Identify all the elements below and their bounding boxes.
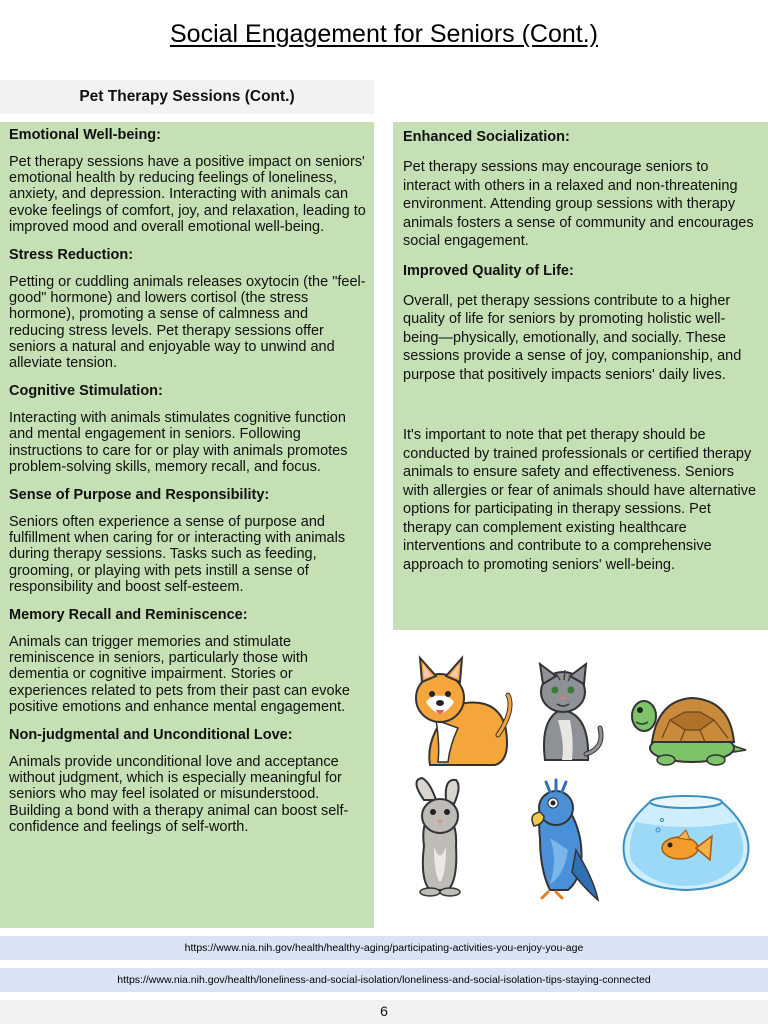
turtle-icon	[632, 698, 746, 765]
section-text-quality-of-life: Overall, pet therapy sessions contribute to a higher quality of life for seniors by promoting holistic well-being—physically, emotionally, and socially. These sessions provide a sense of joy, companionship, and purpose that positively impacts seniors' daily lives.	[403, 292, 742, 383]
left-content-panel	[0, 122, 374, 928]
section-heading-stress-reduction: Stress Reduction:	[9, 247, 134, 264]
right-content-panel	[393, 122, 768, 630]
section-text-sense-of-purpose: Seniors often experience a sense of purpose and fulfillment when caring for or interacting with animals during therapy sessions. Tasks such as feeding, grooming, or playing with pets instill a sense of responsibility and boost self-esteem.	[9, 514, 346, 595]
section-heading-cognitive-stimulation: Cognitive Stimulation:	[9, 383, 163, 400]
section-text-memory-recall: Animals can trigger memories and stimulate reminiscence in seniors, particularly those with dementia or cognitive impairment. Stories or experiences related to pets from their past can evoke positive emotions and enhance mental engagement.	[9, 634, 350, 715]
page-title: Social Engagement for Seniors (Cont.)	[170, 20, 598, 48]
reference-link-loneliness[interactable]: https://www.nia.nih.gov/health/loneliness-and-social-isolation/loneliness-and-social-isolation-tips-staying-connected	[0, 968, 768, 992]
section-text-stress-reduction: Petting or cuddling animals releases oxytocin (the "feel-good" hormone) and lowers cortisol (the stress hormone), promoting a sense of calmness and reducing stress levels. Pet therapy sessions offer seniors a natural and enjoyable way to unwind and alleviate tension.	[9, 274, 366, 372]
section-heading-sense-of-purpose: Sense of Purpose and Responsibility:	[9, 487, 270, 504]
closing-note: It's important to note that pet therapy should be conducted by trained professionals or certified therapy animals to ensure safety and effectiveness. Seniors with allergies or fear of animals should have alternative options for participating in therapy sessions. Pet therapy can complement existing healthcare interventions and contribute to a comprehensive approach to promoting seniors' well-being.	[403, 427, 757, 573]
reference-link-activities[interactable]: https://www.nia.nih.gov/health/healthy-aging/participating-activities-you-enjoy-you-age	[0, 936, 768, 960]
section-heading-emotional-well-being: Emotional Well-being:	[9, 127, 161, 143]
page-number: 6	[0, 1000, 768, 1024]
section-text-unconditional-love: Animals provide unconditional love and acceptance without judgment, which is especially meaningful for seniors who may feel isolated or misunderstood. Building a bond with a therapy animal can boost self-confidence and feelings of self-worth.	[9, 754, 349, 835]
goldfish-bowl-icon	[624, 796, 749, 890]
section-heading-unconditional-love: Non-judgmental and Unconditional Love:	[9, 727, 293, 744]
section-heading-memory-recall: Memory Recall and Reminiscence:	[9, 607, 248, 624]
section-heading-quality-of-life: Improved Quality of Life:	[403, 262, 574, 279]
section-text-enhanced-socialization: Pet therapy sessions may encourage seniors to interact with others in a relaxed and non-threatening environment. Attending group sessions with therapy animals fosters a sense of community and encourages social engagement.	[403, 159, 754, 249]
cat-icon	[540, 664, 601, 760]
rabbit-icon	[416, 778, 460, 896]
section-text-emotional-well-being: Pet therapy sessions have a positive impact on seniors' emotional health by reducing feelings of loneliness, anxiety, and depression. Interacting with animals can evoke feelings of comfort, joy, and relaxation, leading to improved mood and overall emotional well-being.	[9, 154, 366, 235]
section-subheading: Pet Therapy Sessions (Cont.)	[0, 80, 374, 114]
pet-illustrations	[400, 650, 760, 910]
section-text-cognitive-stimulation: Interacting with animals stimulates cognitive function and mental engagement in seniors. Following instructions to care for or play with animals promotes problem-solving skills, memory recall, and focus.	[9, 410, 348, 475]
dog-icon	[416, 658, 510, 765]
parrot-icon	[532, 780, 598, 900]
section-heading-enhanced-socialization: Enhanced Socialization:	[403, 129, 570, 145]
